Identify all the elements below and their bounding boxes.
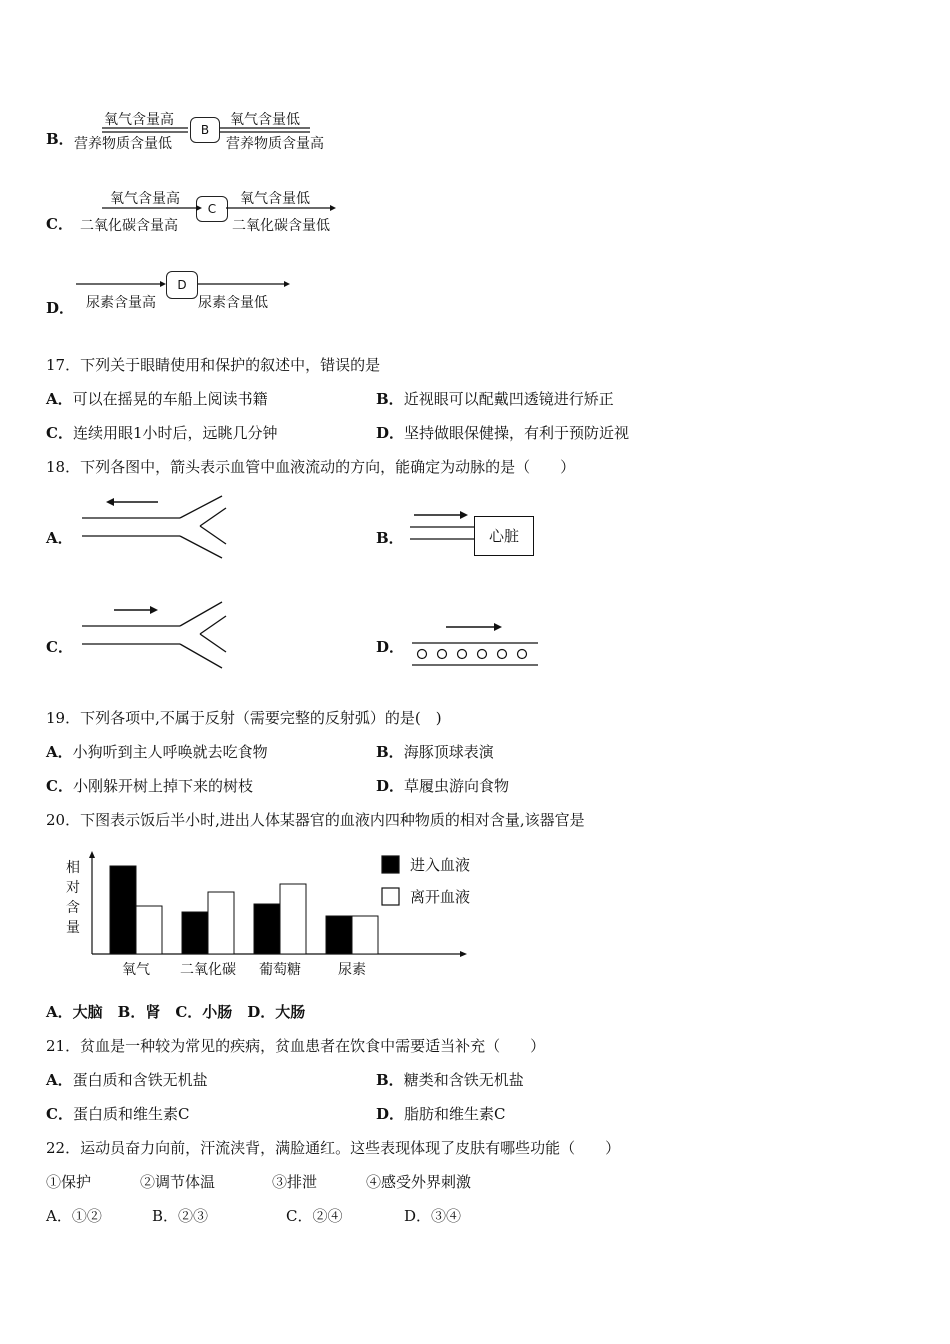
diagram-label: 营养物质含量低 [74,136,172,152]
q18-option-b-label[interactable]: B． [376,529,404,547]
bar-in [326,916,352,954]
question-19-stem: 19．下列各项中,不属于反射（需要完整的反射弧）的是( ) [46,709,442,727]
bar-out [280,884,306,954]
y-axis-label-char: 含 [66,900,80,916]
organ-box: B [190,117,220,143]
q22-option-a[interactable]: A．①② [46,1207,102,1225]
vessel-diagram-a [76,490,236,560]
q19-option-d[interactable]: D．草履虫游向食物 [376,777,510,795]
legend-swatch [382,888,399,905]
q19-option-c[interactable]: C．小刚躲开树上掉下来的树枝 [46,777,253,795]
bar-out [136,906,162,954]
q22-item-2: ②调节体温 [140,1173,216,1191]
question-21-stem: 21．贫血是一种较为常见的疾病，贫血患者在饮食中需要适当补充（ ） [46,1037,546,1055]
bar-chart [60,848,540,983]
question-22-stem: 22．运动员奋力向前，汗流浃背，满脸通红。这些表现体现了皮肤有哪些功能（ ） [46,1139,621,1157]
diagram-label: 营养物质含量高 [226,136,324,152]
q18-option-d-label[interactable]: D． [376,638,405,656]
y-axis-label-char: 相 [66,860,80,876]
vessel-diagram-b [404,505,474,545]
diagram-label: 尿素含量低 [198,295,268,311]
bar-in [110,866,136,954]
legend-swatch [382,856,399,873]
diagram-label: 氧气含量高 [104,112,174,128]
question-17-stem: 17．下列关于眼睛使用和保护的叙述中，错误的是 [46,356,381,374]
vessel-diagram-c [76,598,236,670]
q22-item-3: ③排泄 [272,1173,318,1191]
bar-out [352,916,378,954]
diagram-label: 氧气含量高 [110,191,180,207]
q22-item-1: ①保护 [46,1173,92,1191]
q22-item-4: ④感受外界刺激 [366,1173,472,1191]
option-label: C． [46,215,73,233]
q18-option-a-label[interactable]: A． [46,529,73,547]
diagram-label: 二氧化碳含量低 [232,218,330,234]
q19-option-b[interactable]: B．海豚顶球表演 [376,743,494,761]
bar-in [254,904,280,954]
diagram-label: 尿素含量高 [86,295,156,311]
q17-option-c[interactable]: C．连续用眼1小时后，远眺几分钟 [46,424,278,442]
legend-label: 进入血液 [410,856,471,874]
capillary-diagram-d [406,615,546,671]
x-tick-label: 二氧化碳 [180,962,236,978]
legend-label: 离开血液 [410,888,471,906]
flow-lines [74,276,294,296]
q22-option-d[interactable]: D．③④ [404,1207,462,1225]
q21-option-b[interactable]: B．糖类和含铁无机盐 [376,1071,524,1089]
x-tick-label: 尿素 [338,962,366,978]
question-18-stem: 18．下列各图中，箭头表示血管中血液流动的方向，能确定为动脉的是（ ） [46,458,576,476]
diagram-label: 氧气含量低 [230,112,300,128]
q17-option-b[interactable]: B．近视眼可以配戴凹透镜进行矫正 [376,390,614,408]
q17-option-d[interactable]: D．坚持做眼保健操，有利于预防近视 [376,424,630,442]
option-label: B． [46,130,74,148]
q19-option-a[interactable]: A．小狗听到主人呼唤就去吃食物 [46,743,268,761]
bar-in [182,912,208,954]
organ-box: C [196,196,228,222]
q17-option-a[interactable]: A．可以在摇晃的车船上阅读书籍 [46,390,268,408]
q21-option-a[interactable]: A．蛋白质和含铁无机盐 [46,1071,208,1089]
x-tick-label: 葡萄糖 [259,962,301,978]
y-axis-arrow [89,851,95,858]
x-axis-arrow [460,951,467,957]
q22-option-c[interactable]: C．②④ [286,1207,343,1225]
diagram-label: 氧气含量低 [240,191,310,207]
flow-lines [100,120,320,144]
x-tick-label: 氧气 [122,962,150,978]
heart-box: 心脏 [474,516,534,556]
y-axis-label-char: 量 [66,920,80,936]
q21-option-c[interactable]: C．蛋白质和维生素C [46,1105,190,1123]
question-20-stem: 20．下图表示饭后半小时,进出人体某器官的血液内四种物质的相对含量,该器官是 [46,811,585,829]
y-axis-label-char: 对 [66,880,80,896]
q20-answer-options: A．大脑 B．肾 C．小肠 D．大肠 [46,1003,306,1021]
organ-box: D [166,271,198,299]
flow-lines [100,200,340,220]
q18-option-c-label[interactable]: C． [46,638,73,656]
q21-option-d[interactable]: D．脂肪和维生素C [376,1105,506,1123]
bar-out [208,892,234,954]
q22-option-b[interactable]: B．②③ [152,1207,209,1225]
bar-chart-svg [60,848,540,983]
diagram-label: 二氧化碳含量高 [80,218,178,234]
option-label: D． [46,299,75,317]
